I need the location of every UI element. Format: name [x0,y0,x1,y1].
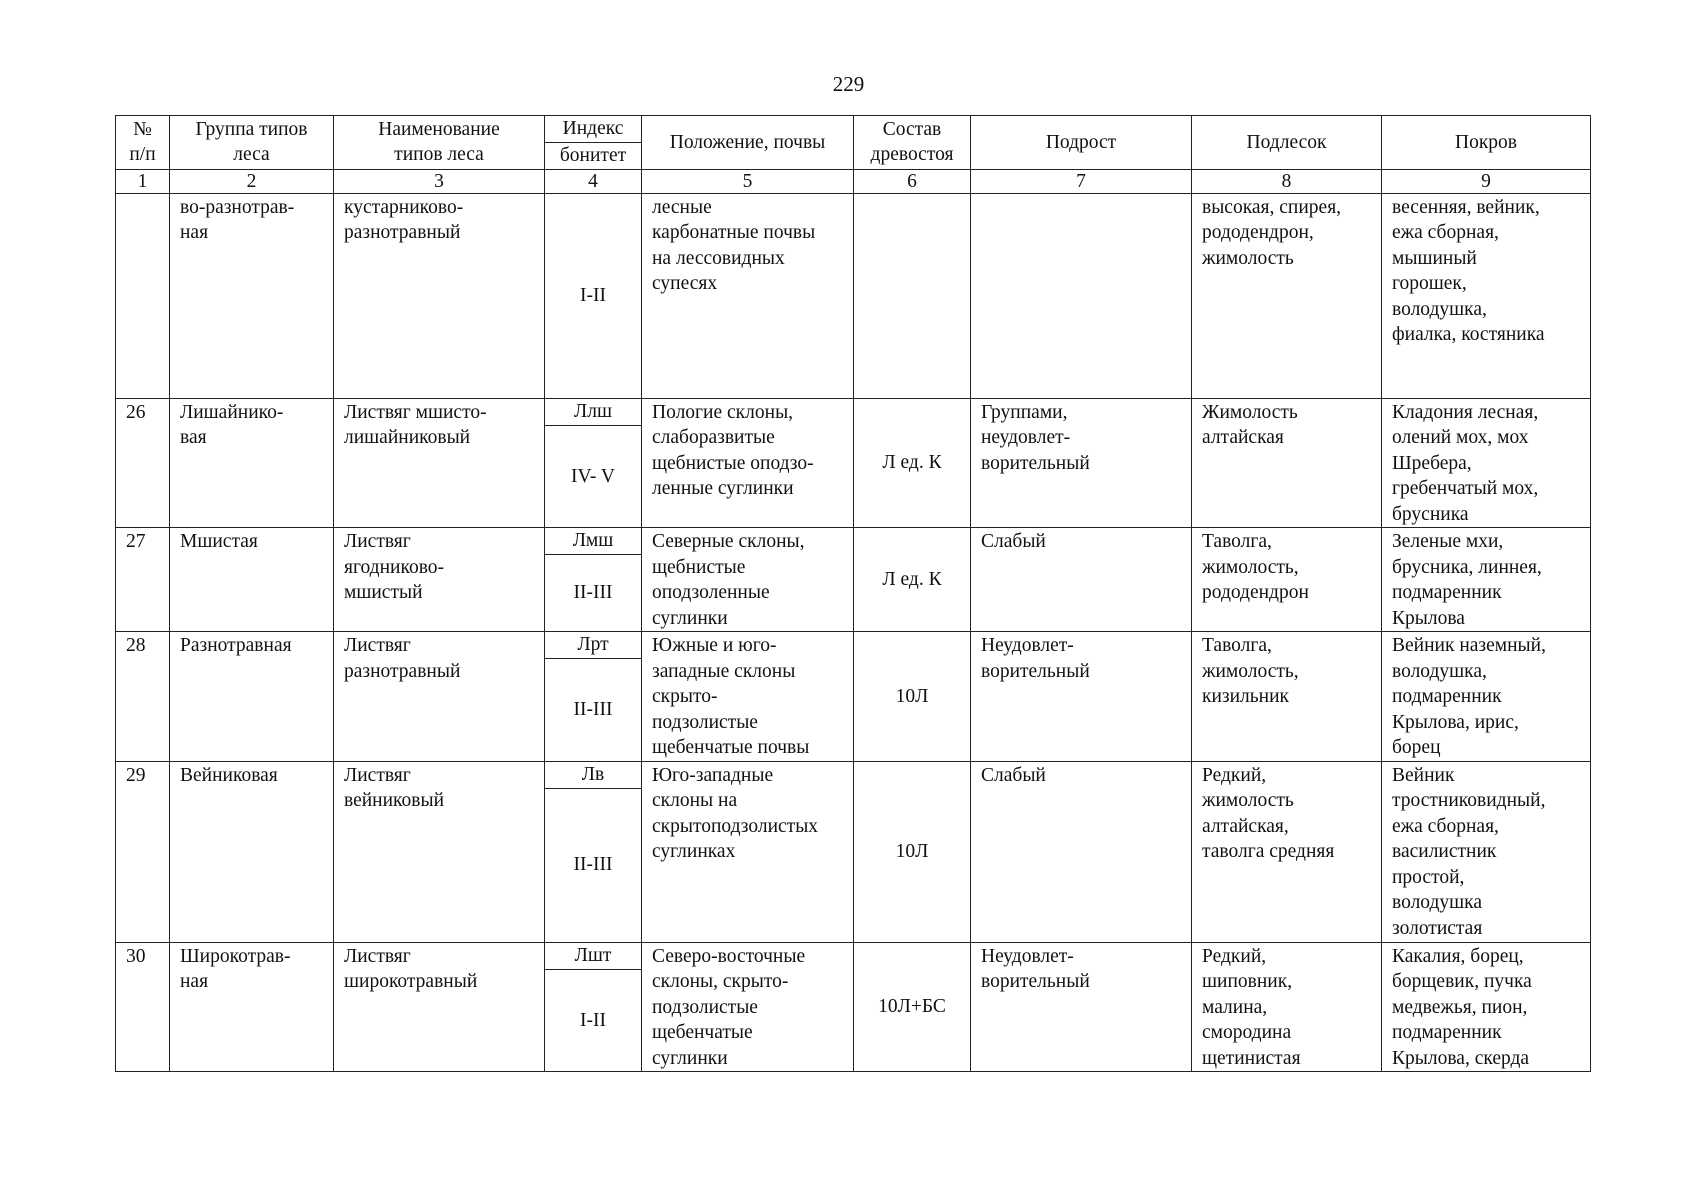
row-position: Южные и юго- западные склоны скрыто- подзолистые щебенчатые почвы [642,632,854,762]
row-index: Лшт [545,942,642,969]
column-number-row [116,169,1591,193]
column-number: 5 [642,169,854,193]
row-index: Лмш [545,528,642,555]
row-group: Вейниковая [170,761,334,942]
page-number: 229 [832,72,865,96]
table-row [116,632,1591,659]
row-group: Широкотрав- ная [170,942,334,1072]
row-num [116,193,170,398]
row-undergrowth: Неудовлет- ворительный [971,632,1192,762]
row-group: Разнотравная [170,632,334,762]
header-row [116,116,1591,143]
header-name: Наименование типов леса [334,116,545,170]
column-number: 2 [170,169,334,193]
table-row [116,528,1591,555]
header-index: Индекс [545,116,642,143]
row-name: кустарниково- разнотравный [334,193,545,398]
header-position: Положение, почвы [642,116,854,170]
header-undergrowth: Подрост [971,116,1192,170]
header-composition: Состав древостоя [854,116,971,170]
row-underbrush: Таволга, жимолость, кизильник [1192,632,1382,762]
row-position: Пологие склоны, слаборазвитые щебнистые оподзо- ленные суглинки [642,398,854,528]
row-position: Юго-западные склоны на скрытоподзолистых суглинках [642,761,854,942]
row-position: Северные склоны, щебнистые оподзоленные суглинки [642,528,854,632]
row-composition: Л ед. К [854,528,971,632]
row-undergrowth: Неудовлет- ворительный [971,942,1192,1072]
row-composition: 10Л [854,761,971,942]
row-group: во-разнотрав- ная [170,193,334,398]
row-underbrush: Таволга, жимолость, рододендрон [1192,528,1382,632]
row-num: 26 [116,398,170,528]
row-cover: Вейник наземный, володушка, подмаренник Крылова, ирис, борец [1382,632,1591,762]
row-position: лесные карбонатные почвы на лессовидных супесях [642,193,854,398]
column-number: 8 [1192,169,1382,193]
header-group: Группа типов леса [170,116,334,170]
row-bonitet: IV- V [545,425,642,527]
row-cover: Какалия, борец, борщевик, пучка медвежья, пион, подмаренник Крылова, скерда [1382,942,1591,1072]
row-underbrush: Редкий, шиповник, малина, смородина щетинистая [1192,942,1382,1072]
row-name: Листвяг вейниковый [334,761,545,942]
row-bonitet: II-III [545,659,642,761]
row-composition [854,193,971,398]
row-position: Северо-восточные склоны, скрыто- подзолистые щебенчатые суглинки [642,942,854,1072]
row-undergrowth: Группами, неудовлет- ворительный [971,398,1192,528]
row-cover: Вейник тростниковидный, ежа сборная, василистник простой, володушка золотистая [1382,761,1591,942]
row-name: Листвяг мшисто- лишайниковый [334,398,545,528]
column-number: 7 [971,169,1192,193]
row-underbrush: Жимолость алтайская [1192,398,1382,528]
row-group: Мшистая [170,528,334,632]
row-undergrowth: Слабый [971,528,1192,632]
header-cover: Покров [1382,116,1591,170]
row-index: Ллш [545,398,642,425]
header-underbrush: Подлесок [1192,116,1382,170]
row-group: Лишайнико- вая [170,398,334,528]
row-cover: Кладония лесная, олений мох, мох Шребера, гребенчатый мох, брусника [1382,398,1591,528]
row-name: Листвяг широкотравный [334,942,545,1072]
column-number: 6 [854,169,971,193]
row-underbrush: высокая, спирея, рододендрон, жимолость [1192,193,1382,398]
column-number: 1 [116,169,170,193]
row-bonitet: II-III [545,788,642,942]
column-number: 9 [1382,169,1591,193]
row-cover: весенняя, вейник, ежа сборная, мышиный горошек, володушка, фиалка, костяника [1382,193,1591,398]
row-num: 28 [116,632,170,762]
row-index: Лрт [545,632,642,659]
row-bonitet: II-III [545,555,642,632]
header-num: № п/п [116,116,170,170]
row-bonitet: I-II [545,969,642,1071]
row-num: 27 [116,528,170,632]
table-row [116,942,1591,969]
row-composition: 10Л+БС [854,942,971,1072]
row-underbrush: Редкий, жимолость алтайская, таволга средняя [1192,761,1382,942]
table-row [116,193,1591,398]
row-bonitet: I-II [545,193,642,398]
row-cover: Зеленые мхи, брусника, линнея, подмаренник Крылова [1382,528,1591,632]
row-undergrowth: Слабый [971,761,1192,942]
header-bonitet: бонитет [545,143,642,170]
row-num: 29 [116,761,170,942]
row-composition: Л ед. К [854,398,971,528]
table-row [116,398,1591,425]
row-composition: 10Л [854,632,971,762]
column-number: 4 [545,169,642,193]
column-number: 3 [334,169,545,193]
row-name: Листвяг разнотравный [334,632,545,762]
row-undergrowth [971,193,1192,398]
row-index: Лв [545,761,642,788]
table-row [116,761,1591,788]
row-num: 30 [116,942,170,1072]
forest-types-table [115,115,1591,1072]
row-name: Листвяг ягодниково- мшистый [334,528,545,632]
